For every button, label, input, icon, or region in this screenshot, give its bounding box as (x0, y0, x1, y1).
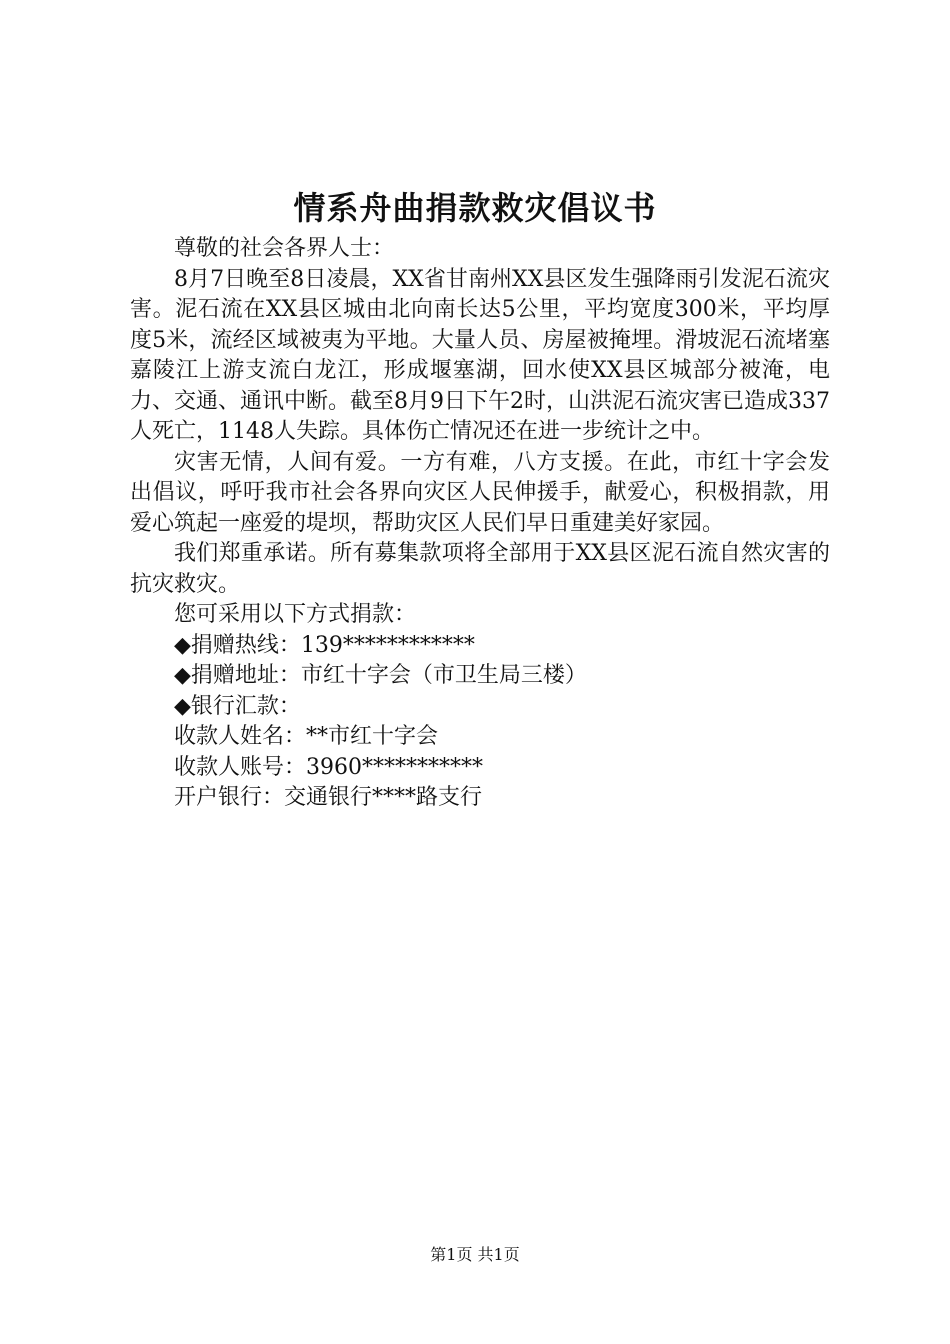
paragraph-disaster-report: 8月7日晚至8日凌晨，XX省甘南州XX县区发生强降雨引发泥石流灾害。泥石流在XX县区城由北向南长达5公里，平均宽度300米，平均厚度5米，流经区域被夷为平地。大量人员、房屋被掩埋。滑坡泥石流堵塞嘉陵江上游支流白龙江，形成堰塞湖，回水使XX县区城部分被淹，电力、交通、通讯中断。截至8月9日下午2时，山洪泥石流灾害已造成337人死亡，1148人失踪。具体伤亡情况还在进一步统计之中。 (130, 266, 830, 444)
bank-name: 开户银行：交通银行****路支行 (174, 785, 483, 810)
bank-transfer-heading: ◆银行汇款： (174, 693, 301, 719)
paragraph-appeal: 灾害无情，人间有爱。一方有难，八方支援。在此，市红十字会发出倡议，呼吁我市社会各界向灾区人民伸援手，献爱心，积极捐款，用爱心筑起一座爱的堤坝，帮助灾区人民们早日重建美好家园。 (130, 449, 830, 536)
payee-account: 收款人账号：3960*********** (174, 754, 483, 780)
salutation: 尊敬的社会各界人士： (174, 236, 395, 261)
document-body (130, 234, 830, 814)
donation-methods-intro: 您可采用以下方式捐款： (174, 602, 417, 627)
page-footer: 第1页 共1页 (430, 1245, 520, 1264)
donation-hotline: ◆捐赠热线：139************ (174, 632, 475, 658)
paragraph-commitment: 我们郑重承诺。所有募集款项将全部用于XX县区泥石流自然灾害的抗灾救灾。 (130, 541, 830, 597)
payee-name: 收款人姓名：**市红十字会 (174, 724, 439, 749)
document-title: 情系舟曲捐款救灾倡议书 (293, 189, 657, 227)
donation-address: ◆捐赠地址：市红十字会（市卫生局三楼） (174, 663, 587, 688)
